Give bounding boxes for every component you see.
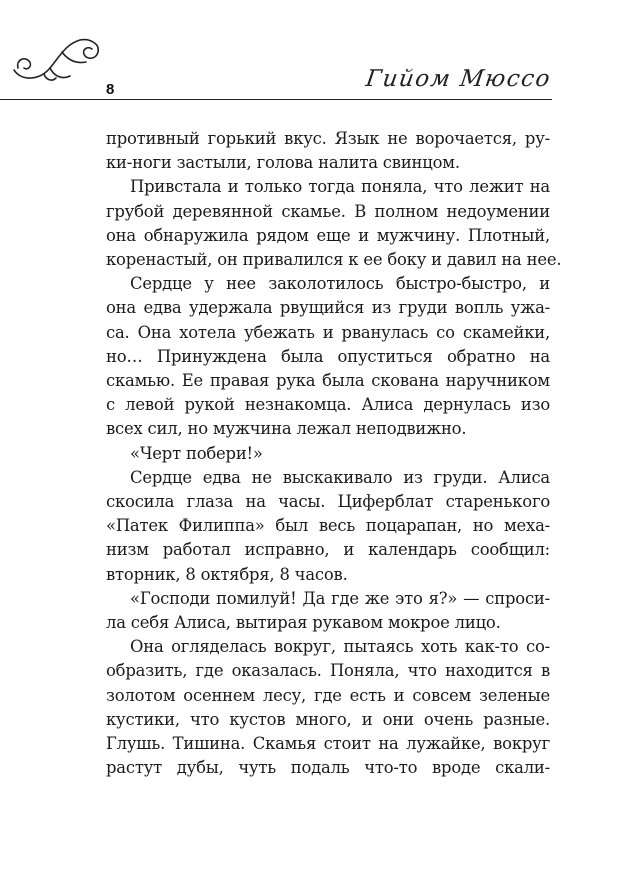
text-line: са. Она хотела убежать и рванулась со скамейки,	[106, 322, 550, 342]
page-number: 8	[106, 81, 115, 98]
text-line: вторник, 8 октября, 8 часов.	[106, 564, 348, 584]
header-rule	[0, 99, 552, 100]
text-line: золотом осеннем лесу, где есть и совсем зеленые	[106, 685, 550, 705]
text-line: кустики, что кустов много, и они очень разные.	[106, 709, 550, 729]
text-line: противный горький вкус. Язык не ворочается, ру-	[106, 129, 550, 148]
text-line: скамью. Ее правая рука была скована наручником	[106, 371, 550, 391]
text-line: но… Принуждена была опуститься обратно на	[106, 346, 550, 366]
flourish-ornament-icon	[10, 30, 110, 90]
text-line: «Черт побери!»	[130, 443, 263, 463]
text-line: скосила глаза на часы. Циферблат старенького	[106, 492, 550, 512]
text-line: «Патек Филиппа» был весь поцарапан, но меха-	[106, 516, 550, 536]
text-line: Сердце едва не выскакивало из груди. Алиса	[130, 467, 550, 487]
text-line: грубой деревянной скамье. В полном недоумении	[106, 201, 550, 221]
text-line: ки-ноги застыли, голова налита свинцом.	[106, 153, 460, 173]
text-line: коренастый, он привалился к ее боку и давил на нее.	[106, 250, 562, 270]
text-line: она едва удержала рвущийся из груди вопль ужа-	[106, 298, 550, 318]
text-line: низм работал исправно, и календарь сообщил:	[106, 540, 550, 560]
text-line: растут дубы, чуть подаль что-то вроде скали-	[106, 758, 550, 778]
text-line: с левой рукой незнакомца. Алиса дернулась изо	[106, 395, 550, 415]
text-line: она обнаружила рядом еще и мужчину. Плотный,	[106, 225, 550, 245]
text-line: Привстала и только тогда поняла, что лежит на	[130, 177, 550, 197]
text-line: Сердце у нее заколотилось быстро-быстро, и	[130, 274, 550, 294]
body-text	[106, 127, 562, 780]
running-head-author: Гийом Мюссо	[364, 66, 553, 92]
text-line: образить, где оказалась. Поняла, что находится в	[106, 661, 550, 681]
text-line: Глушь. Тишина. Скамья стоит на лужайке, вокруг	[106, 734, 550, 754]
text-line: «Господи помилуй! Да где же это я?» — спроси-	[130, 588, 550, 608]
text-line: Она огляделась вокруг, пытаясь хоть как-то со-	[130, 637, 550, 657]
text-line: всех сил, но мужчина лежал неподвижно.	[106, 419, 467, 439]
text-line: ла себя Алиса, вытирая рукавом мокрое лицо.	[106, 613, 501, 633]
